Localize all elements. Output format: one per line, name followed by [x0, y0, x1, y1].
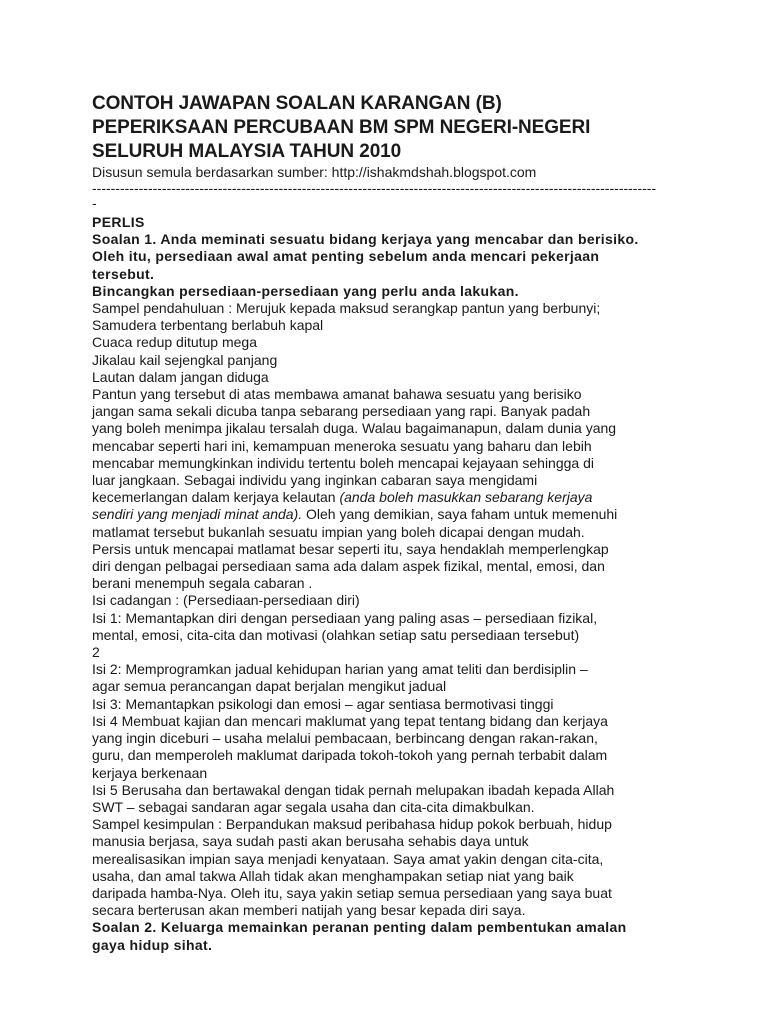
body-line — [92, 300, 698, 317]
body-line — [92, 558, 698, 575]
body-line — [92, 386, 698, 403]
body-line — [92, 352, 698, 369]
body-line-text: yang ingin diceburi – usaha melalui pembacaan, berbincang dengan rakan-rakan, — [92, 730, 598, 747]
body-line-text: agar semua perancangan dapat berjalan mengikut jadual — [92, 678, 447, 695]
body-line-text: yang boleh menimpa jikalau tersalah duga. Walau bagaimanapun, dalam dunia yang — [92, 420, 617, 437]
body-line-text: Isi 3: Memantapkan psikologi dan emosi – agar sentiasa bermotivasi tinggi — [92, 695, 554, 712]
body-line — [92, 506, 698, 523]
body-line-text: kecemerlangan dalam kerjaya kelautan — [92, 489, 340, 506]
body-line — [92, 438, 698, 455]
body-line-text: Isi cadangan : (Persediaan-persediaan diri) — [92, 592, 360, 609]
divider-rule: ------------------------------------------------------------------------------------------------------------------------- — [92, 181, 657, 196]
body-line — [92, 489, 698, 506]
body-line — [92, 799, 698, 816]
body-line-text: Sampel pendahuluan : Merujuk kepada maksud serangkap pantun yang berbunyi; — [92, 300, 601, 317]
body-line — [92, 696, 698, 713]
body-line-text: luar jangkaan. Sebagai individu yang inginkan cabaran saya mengidami — [92, 472, 538, 489]
body-line — [92, 627, 698, 644]
body-line-text: Oleh itu, persediaan awal amat penting sebelum anda mencari pekerjaan — [92, 248, 600, 265]
body-line-text: merealisasikan impian saya menjadi kenyataan. Saya amat yakin dengan cita-cita, — [92, 850, 604, 867]
body-line-text: 2 — [92, 644, 100, 661]
body-line-text: mental, emosi, cita-cita dan motivasi (olahkan setiap satu persediaan tersebut) — [92, 626, 580, 643]
body-line-text: PERLIS — [92, 214, 145, 230]
body-line-text: diri dengan pelbagai persediaan sama ada dalam aspek fizikal, mental, emosi, dan — [92, 558, 605, 575]
body-line — [92, 782, 698, 799]
body-line-text: secara berterusan akan memberi natijah yang besar kepada diri saya. — [92, 902, 526, 919]
title-line: PEPERIKSAAN PERCUBAAN BM SPM NEGERI-NEGERI — [92, 117, 591, 138]
body-line — [92, 885, 698, 902]
body-line — [92, 369, 698, 386]
body-line-text: Jikalau kail sejengkal panjang — [92, 351, 278, 368]
body-line-text: kerjaya berkenaan — [92, 764, 208, 781]
body-line — [92, 816, 698, 833]
body-line-text: matlamat tersebut bukanlah sesuatu impian yang boleh dicapai dengan mudah. — [92, 523, 585, 540]
title-line: SELURUH MALAYSIA TAHUN 2010 — [92, 141, 402, 162]
body-line-text: Isi 2: Memprogramkan jadual kehidupan harian yang amat teliti dan berdisiplin – — [92, 661, 588, 678]
body-line — [92, 455, 698, 472]
body-line — [92, 678, 698, 695]
body-line-text: usaha, dan amal takwa Allah tidak akan menghampakan setiap niat yang baik — [92, 867, 574, 884]
document-body — [92, 214, 698, 954]
body-line-text: Soalan 1. Anda meminati sesuatu bidang kerjaya yang mencabar dan berisiko. — [92, 231, 639, 248]
body-line — [92, 919, 698, 936]
body-line-text: Soalan 2. Keluarga memainkan peranan penting dalam pembentukan amalan — [92, 919, 627, 936]
body-line — [92, 334, 698, 351]
body-line-text: Isi 1: Memantapkan diri dengan persediaan yang paling asas – persediaan fizikal, — [92, 609, 598, 626]
body-line — [92, 610, 698, 627]
body-line-text: Isi 4 Membuat kajian dan mencari maklumat yang tepat tentang bidang dan kerjaya — [92, 712, 608, 729]
body-line — [92, 420, 698, 437]
body-line-text: Isi 5 Berusaha dan bertawakal dengan tidak pernah melupakan ibadah kepada Allah — [92, 781, 615, 798]
body-line-text: Lautan dalam jangan diduga — [92, 368, 269, 385]
body-line — [92, 765, 698, 782]
body-line — [92, 902, 698, 919]
body-line — [92, 214, 698, 231]
body-line — [92, 317, 698, 334]
body-line — [92, 851, 698, 868]
body-line-text: jangan sama sekali dicuba tanpa sebarang persediaan yang rapi. Banyak padah — [92, 403, 591, 420]
body-line — [92, 661, 698, 678]
body-line-text: SWT – sebagai sandaran agar segala usaha dan cita-cita dimakbulkan. — [92, 798, 535, 815]
document-title — [92, 92, 698, 164]
body-line — [92, 403, 698, 420]
body-line-text: berani menempuh segala cabaran . — [92, 575, 313, 592]
body-line-text: Sampel kesimpulan : Berpandukan maksud peribahasa hidup pokok berbuah, hidup — [92, 816, 612, 833]
body-line — [92, 248, 698, 265]
body-line — [92, 472, 698, 489]
title-line: CONTOH JAWAPAN SOALAN KARANGAN (B) — [92, 93, 502, 114]
body-line — [92, 592, 698, 609]
source-line: Disusun semula berdasarkan sumber: http://ishakmdshah.blogspot.com — [92, 164, 537, 180]
body-line — [92, 730, 698, 747]
body-line-text: mencabar memungkinkan individu tertentu boleh mencapai kejayaan sehingga di — [92, 454, 594, 471]
body-line-text: mencabar seperti hari ini, kemampuan meneroka sesuatu yang baharu dan lebih — [92, 437, 592, 454]
body-line-text: gaya hidup sihat. — [92, 936, 213, 953]
body-line — [92, 283, 698, 300]
body-line — [92, 713, 698, 730]
divider-rule-tail: - — [92, 196, 97, 211]
italic-note: sendiri yang menjadi minat anda). — [92, 506, 303, 523]
body-line — [92, 524, 698, 541]
body-line-text: manusia berjasa, saya sudah pasti akan berusaha sehabis daya untuk — [92, 833, 529, 850]
body-line — [92, 266, 698, 283]
body-line-text: Cuaca redup ditutup mega — [92, 334, 257, 351]
body-line — [92, 868, 698, 885]
body-line — [92, 541, 698, 558]
body-line — [92, 833, 698, 850]
body-line-text: Samudera terbentang berlabuh kapal — [92, 317, 324, 334]
body-line-text: tersebut. — [92, 265, 155, 282]
body-line-text: guru, dan memperoleh maklumat daripada tokoh-tokoh yang pernah terbabit dalam — [92, 747, 608, 764]
body-line-text-after: Oleh yang demikian, saya faham untuk memenuhi — [302, 506, 618, 523]
body-line — [92, 231, 698, 248]
body-line-text: daripada hamba-Nya. Oleh itu, saya yakin setiap semua persediaan yang saya buat — [92, 884, 612, 901]
body-line-text: Persis untuk mencapai matlamat besar seperti itu, saya hendaklah memperlengkap — [92, 540, 609, 557]
body-line-text: Pantun yang tersebut di atas membawa amanat bahawa sesuatu yang berisiko — [92, 386, 582, 403]
body-line — [92, 937, 698, 954]
body-line — [92, 575, 698, 592]
italic-note: (anda boleh masukkan sebarang kerjaya — [339, 489, 593, 506]
body-line — [92, 747, 698, 764]
body-line-text: Bincangkan persediaan-persediaan yang perlu anda lakukan. — [92, 282, 519, 299]
body-line — [92, 644, 698, 661]
